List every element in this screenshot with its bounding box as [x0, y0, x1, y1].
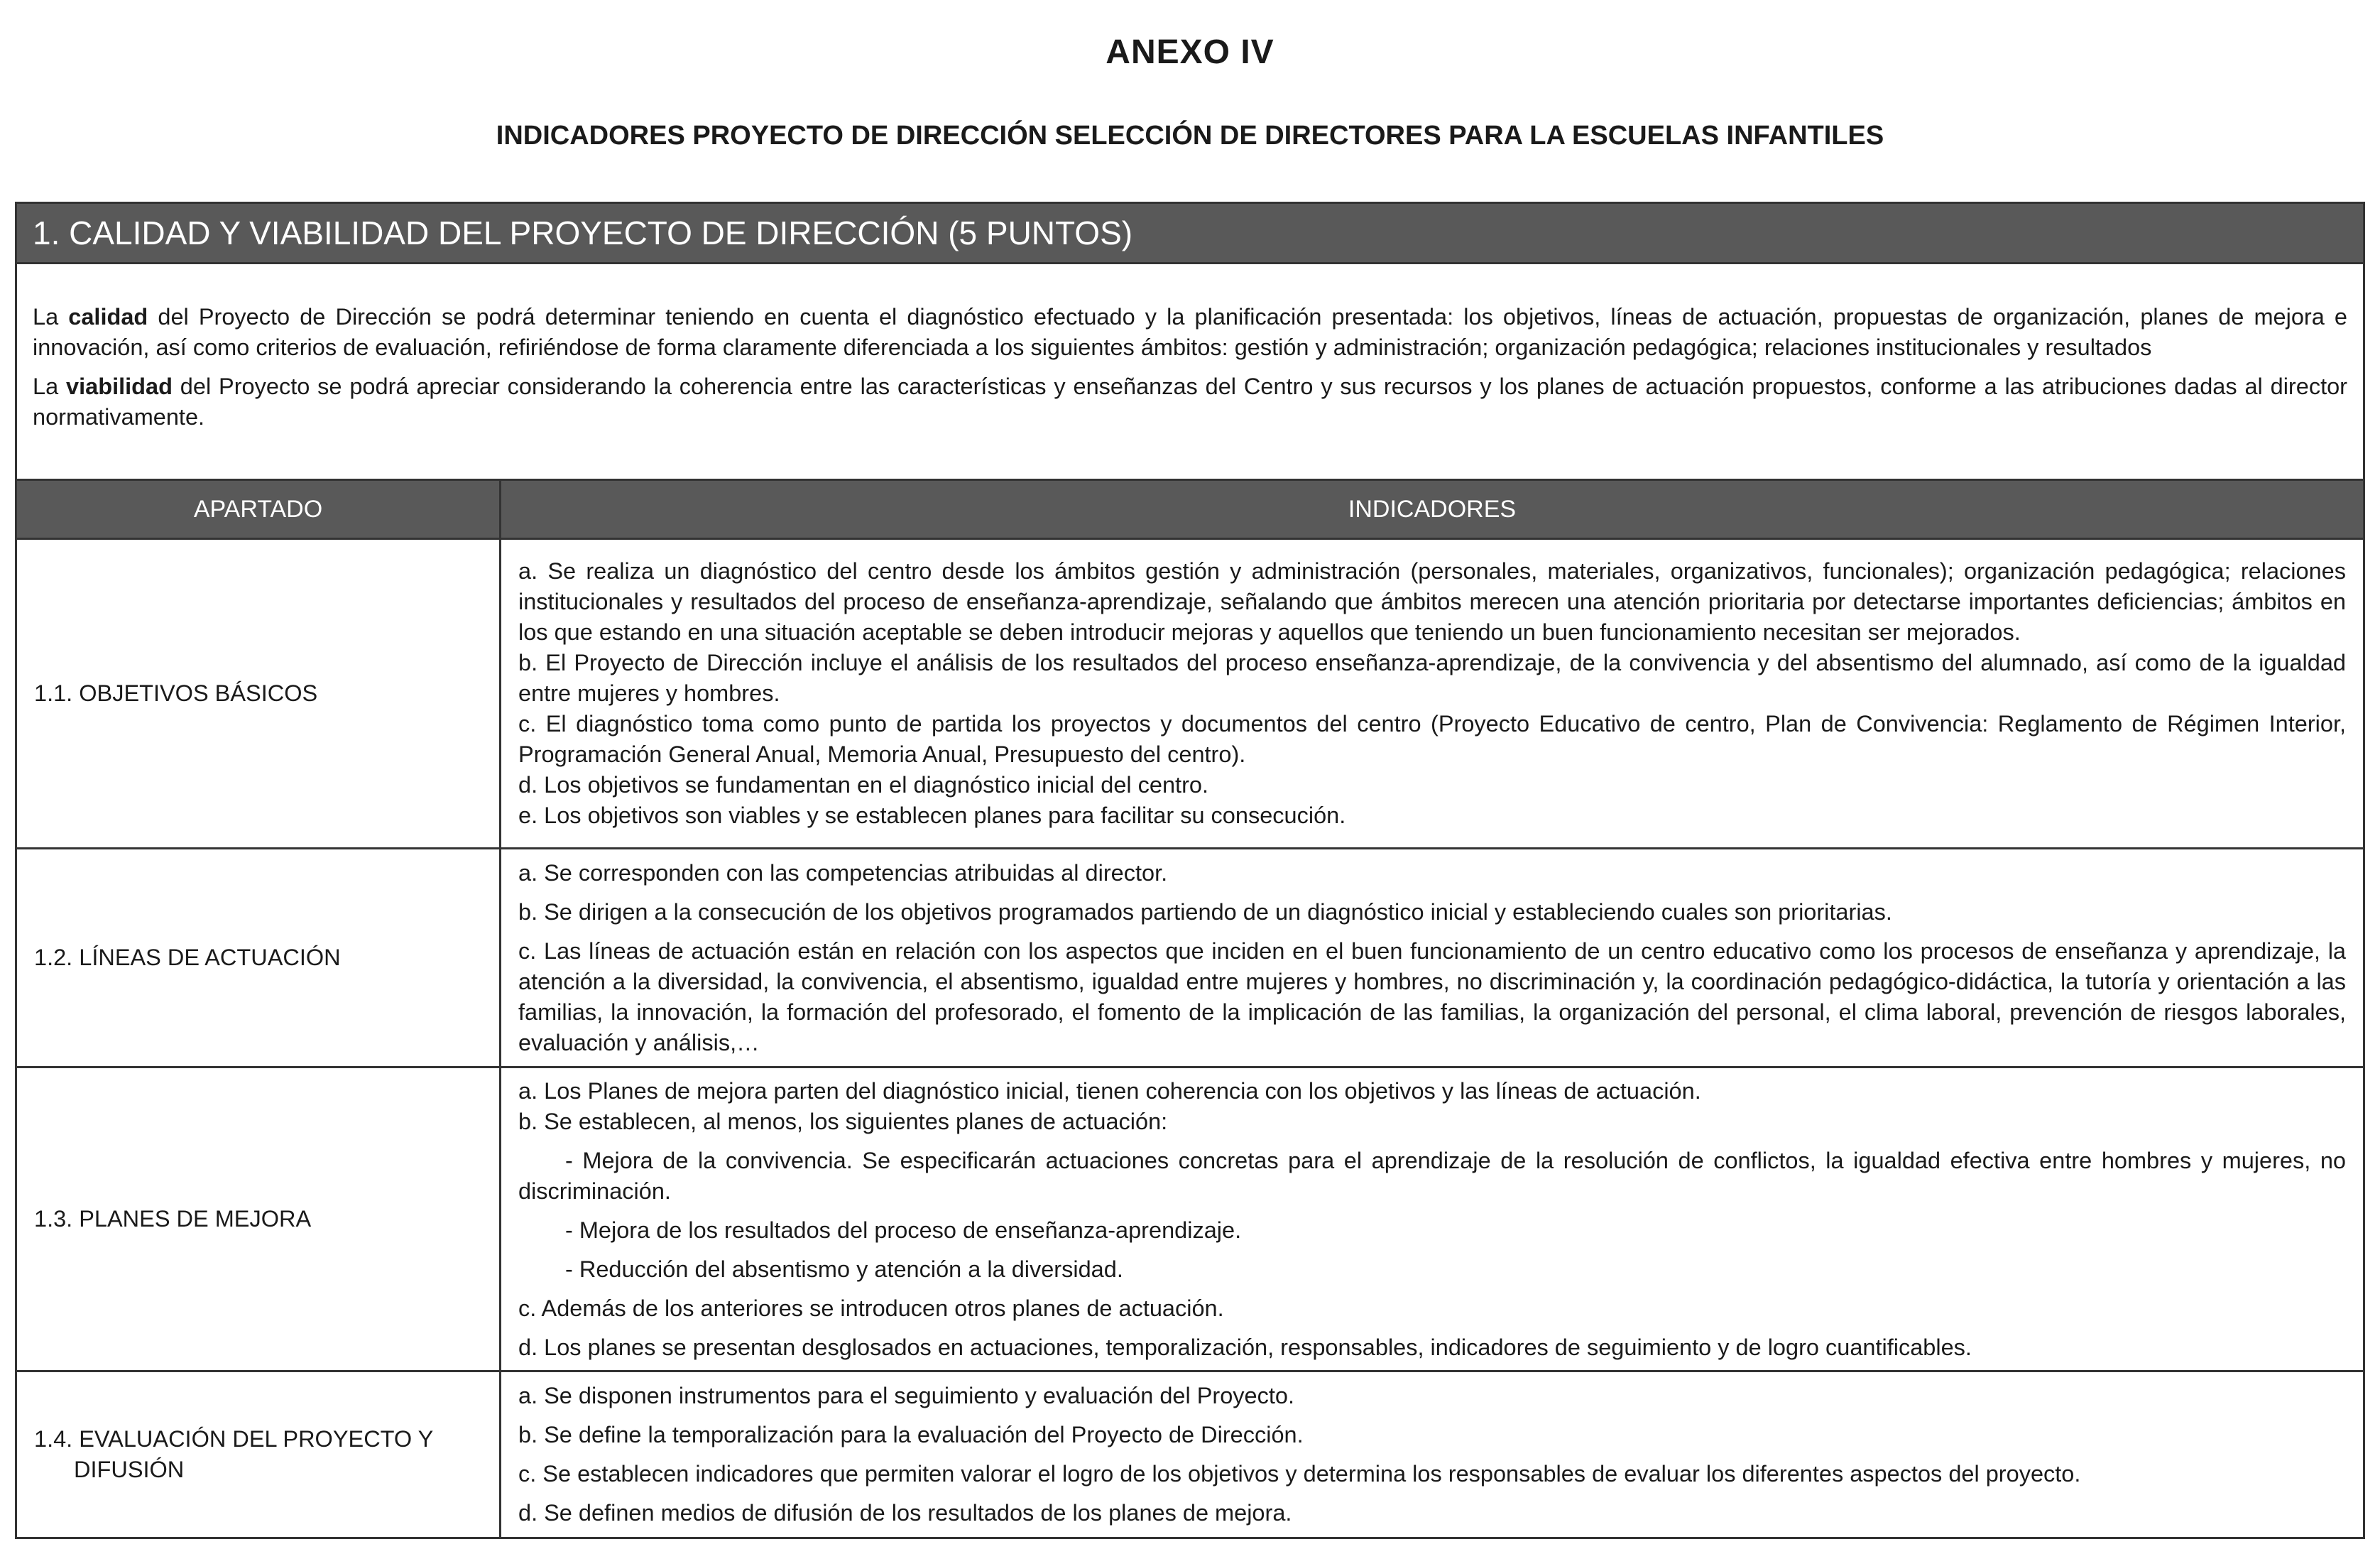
apartado-cell: 1.3. PLANES DE MEJORA: [16, 1067, 501, 1371]
indicator-item: c. Además de los anteriores se introducen otros planes de actuación.: [518, 1295, 1224, 1321]
indicator-item: a. Se realiza un diagnóstico del centro desde los ámbitos gestión y administración (personales, materiales, organizativos, funcionales); organización pedagógica; relaciones institucionales y resultados del proceso de enseñanza-aprendizaje, señalando que ámbitos merecen una atención prioritaria por detectarse importantes deficiencias; ámbitos en los que estando en una situación aceptable se deben introducir mejoras y aquellos que teniendo un buen funcionamiento necesitan ser mejorados.: [518, 558, 2346, 645]
indicator-item: a. Se disponen instrumentos para el seguimiento y evaluación del Proyecto.: [518, 1383, 1295, 1408]
indicator-item: d. Se definen medios de difusión de los resultados de los planes de mejora.: [518, 1500, 1292, 1526]
indicadores-cell: [501, 1067, 2364, 1371]
document-title: ANEXO IV: [1106, 33, 1274, 71]
column-header-row: [16, 480, 2364, 539]
indicator-item: a. Los Planes de mejora parten del diagnóstico inicial, tienen coherencia con los objetivos y las líneas de actuación.: [518, 1077, 1701, 1104]
intro-bold: viabilidad: [66, 374, 173, 399]
indicator-item: b. Se establecen, al menos, los siguientes planes de actuación:: [518, 1108, 1168, 1134]
column-header-apartado: APARTADO: [16, 480, 501, 539]
indicadores-cell: [501, 849, 2364, 1067]
indicator-item: d. Los planes se presentan desglosados en actuaciones, temporalización, responsables, indicadores de seguimiento y de logro cuantificables.: [518, 1334, 1972, 1360]
indicator-item: e. Los objetivos son viables y se establecen planes para facilitar su consecución.: [518, 803, 1346, 828]
apartado-cell: 1.2. LÍNEAS DE ACTUACIÓN: [16, 849, 501, 1067]
indicator-subitem: - Mejora de la convivencia. Se especificarán actuaciones concretas para el aprendizaje de la resolución de conflictos, la igualdad efectiva entre hombres y mujeres, no discriminación.: [518, 1147, 2346, 1204]
indicator-subitem: - Mejora de los resultados del proceso de enseñanza-aprendizaje.: [565, 1217, 1242, 1243]
indicator-item: b. Se define la temporalización para la evaluación del Proyecto de Dirección.: [518, 1422, 1304, 1447]
indicadores-cell: [501, 1371, 2364, 1538]
table-row: [16, 1067, 2364, 1371]
indicator-item: a. Se corresponden con las competencias atribuidas al director.: [518, 859, 1168, 886]
intro-rest: del Proyecto de Dirección se podrá determinar teniendo en cuenta el diagnóstico efectuado y la planificación presentada: los objetivos, líneas de actuación, propuestas de organización, planes de mejora e innovación, así como criterios de evaluación, refiriéndose de forma claramente diferenciada a los siguientes ámbitos: gestión y administración; organización pedagógica; relaciones institucionales y resultados: [33, 304, 2347, 360]
indicator-item: b. Se dirigen a la consecución de los objetivos programados partiendo de un diagnóstico inicial y estableciendo cuales son prioritarias.: [518, 898, 1892, 925]
intro-lead: La: [33, 304, 69, 330]
indicator-item: c. Las líneas de actuación están en relación con los aspectos que inciden en el buen funcionamiento de un centro educativo como los procesos de enseñanza y aprendizaje, la atención a la diversidad, la convivencia, el absentismo, igualdad entre mujeres y hombres, no discriminación y, la coordinación pedagógico-didáctica, la tutoría y orientación a las familias, la innovación, la formación del profesorado, el fomento de la implicación de las familias, la organización del personal, el clima laboral, prevención de riesgos laborales, evaluación y análisis,…: [518, 938, 2346, 1055]
section-heading-row: [16, 203, 2364, 263]
indicators-table: [15, 202, 2365, 1539]
indicator-item: c. Se establecen indicadores que permiten valorar el logro de los objetivos y determina los responsables de evaluar los diferentes aspectos del proyecto.: [518, 1461, 2081, 1487]
apartado-cell: 1.1. OBJETIVOS BÁSICOS: [16, 539, 501, 849]
intro-rest: del Proyecto se podrá apreciar considerando la coherencia entre las características y enseñanzas del Centro y sus recursos y los planes de actuación propuestos, conforme a las atribuciones dadas al director normativamente.: [33, 374, 2348, 430]
indicadores-cell: [501, 539, 2364, 849]
intro-paragraph-calidad: [33, 302, 2347, 363]
intro-paragraph-viabilidad: [33, 371, 2347, 433]
section-heading: 1. CALIDAD Y VIABILIDAD DEL PROYECTO DE DIRECCIÓN (5 PUNTOS): [16, 203, 2364, 263]
table-row: [16, 539, 2364, 849]
table-row: [16, 1371, 2364, 1538]
intro-row: [16, 263, 2364, 480]
intro-lead: La: [33, 374, 67, 399]
table-row: [16, 849, 2364, 1067]
document-subtitle: INDICADORES PROYECTO DE DIRECCIÓN SELECCIÓN DE DIRECTORES PARA LA ESCUELAS INFANTILES: [496, 121, 1884, 151]
column-header-indicadores: INDICADORES: [501, 480, 2364, 539]
indicator-item: b. El Proyecto de Dirección incluye el análisis de los resultados del proceso enseñanza-aprendizaje, de la convivencia y del absentismo del alumnado, así como de la igualdad entre mujeres y hombres.: [518, 650, 2346, 706]
indicator-item: d. Los objetivos se fundamentan en el diagnóstico inicial del centro.: [518, 772, 1209, 798]
intro-bold: calidad: [68, 304, 148, 330]
indicator-subitem: - Reducción del absentismo y atención a la diversidad.: [565, 1256, 1123, 1282]
intro-text: [16, 263, 2364, 480]
apartado-cell: 1.4. EVALUACIÓN DEL PROYECTO Y DIFUSIÓN: [16, 1371, 501, 1538]
indicator-item: c. El diagnóstico toma como punto de partida los proyectos y documentos del centro (Proyecto Educativo de centro, Plan de Convivencia: Reglamento de Régimen Interior, Programación General Anual, Memoria Anual, Presupuesto del centro).: [518, 711, 2346, 767]
